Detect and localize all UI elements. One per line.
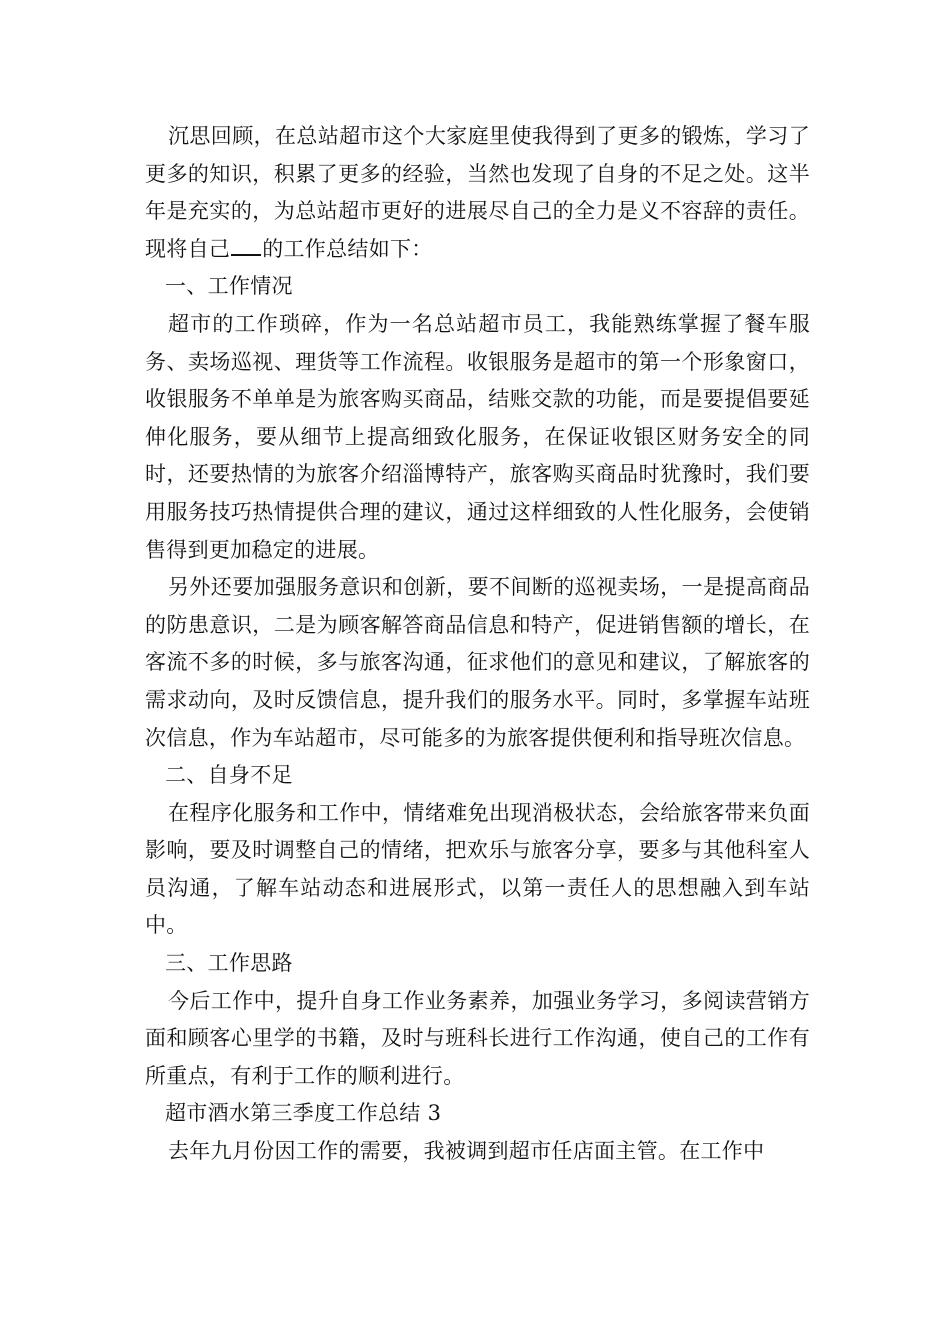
blank-underline [231, 232, 261, 256]
intro-text-end: 的工作总结如下： [262, 236, 433, 261]
next-article-paragraph: 去年九月份因工作的需要，我被调到超市任店面主管。在工作中 [168, 1139, 765, 1164]
intro-text: 沉思回顾，在总站超市这个大家庭里使我得到了更多的锻炼，学习了更多的知识，积累了更多的经验，当然也发现了自身的不足之处。这半年是充实的，为总站超市更好的进展尽自己的全力是义不容辞的责任。现将自己 [145, 124, 810, 261]
document-page [145, 118, 810, 1171]
work-status-paragraph-2: 另外还要加强服务意识和创新，要不间断的巡视卖场，一是提高商品的防患意识，二是为顾客解答商品信息和特产，促进销售额的增长，在客流不多的时候，多与旅客沟通，征求他们的意见和建议，了解旅客的需求动向，及时反馈信息，提升我们的服务水平。同时，多掌握车站班次信息，作为车站超市，尽可能多的为旅客提供便利和指导班次信息。 [145, 575, 810, 750]
section-heading-work-status: 一、工作情况 [165, 274, 293, 299]
section-heading-work-ideas: 三、工作思路 [165, 951, 293, 976]
intro-paragraph [145, 118, 810, 268]
section-heading-shortcomings: 二、自身不足 [165, 763, 293, 788]
next-article-title: 超市酒水第三季度工作总结 3 [165, 1101, 442, 1126]
work-ideas-paragraph: 今后工作中，提升自身工作业务素养，加强业务学习，多阅读营销方面和顾客心里学的书籍，及时与班科长进行工作沟通，使自己的工作有所重点，有利于工作的顺利进行。 [145, 988, 810, 1088]
work-status-paragraph-1: 超市的工作琐碎，作为一名总站超市员工，我能熟练掌握了餐车服务、卖场巡视、理货等工作流程。收银服务是超市的第一个形象窗口，收银服务不单单是为旅客购买商品，结账交款的功能，而是要提倡要延伸化服务，要从细节上提高细致化服务，在保证收银区财务安全的同时，还要热情的为旅客介绍淄博特产，旅客购买商品时犹豫时，我们要用服务技巧热情提供合理的建议，通过这样细致的人性化服务，会使销售得到更加稳定的进展。 [145, 311, 810, 562]
shortcomings-paragraph: 在程序化服务和工作中，情绪难免出现消极状态，会给旅客带来负面影响，要及时调整自己的情绪，把欢乐与旅客分享，要多与其他科室人员沟通，了解车站动态和进展形式，以第一责任人的思想融入到车站中。 [145, 800, 810, 938]
